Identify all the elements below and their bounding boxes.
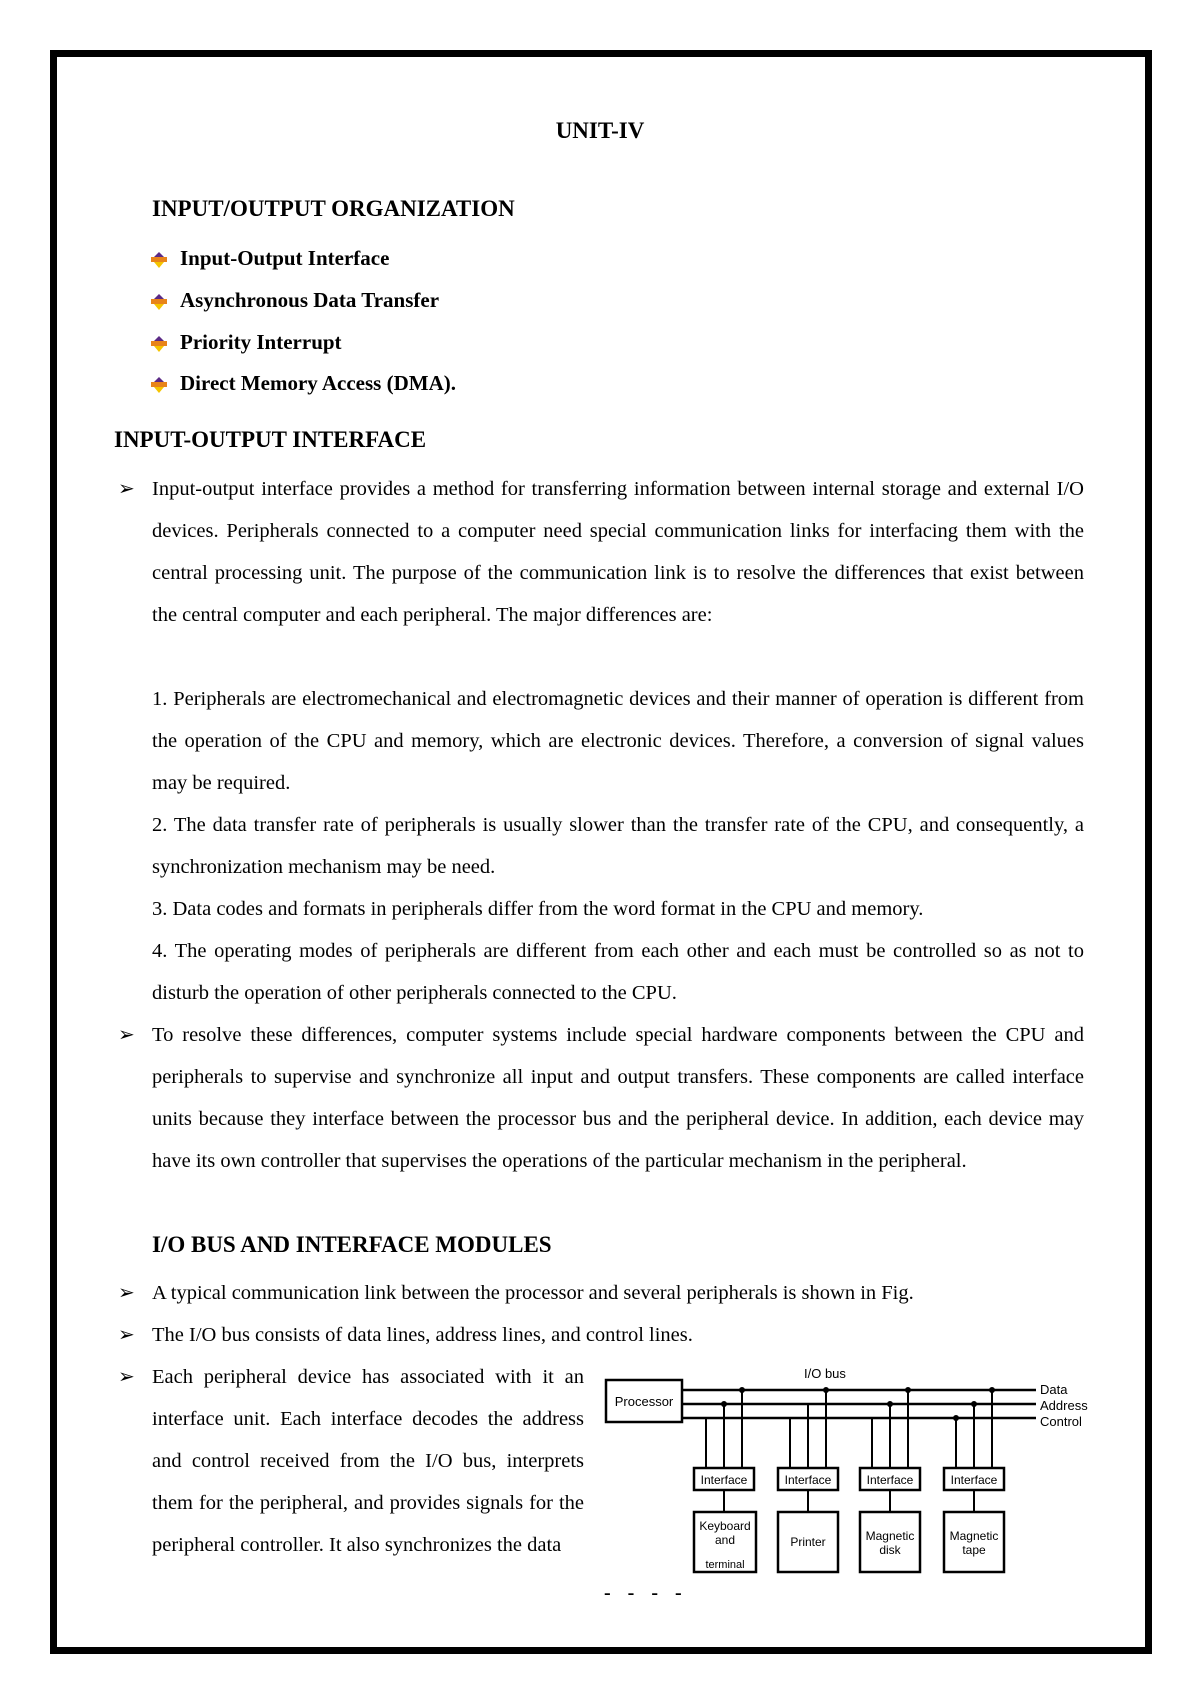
device-magnetic-tape	[944, 1512, 1004, 1572]
interface-label: Interface	[866, 1473, 914, 1487]
interface-box	[694, 1468, 754, 1490]
continuation-mark: - - - -	[604, 1582, 688, 1604]
interface-box	[778, 1468, 838, 1490]
numbered-point: 2. The data transfer rate of peripherals is usually slower than the transfer rate of the CPU, and consequently, a synchronization mechanism may be need.	[152, 814, 1084, 878]
device-label: Printer	[790, 1535, 826, 1549]
device-printer	[778, 1512, 838, 1572]
interface-label: Interface	[950, 1473, 998, 1487]
bullet-arrow-icon: ➢	[118, 1024, 135, 1046]
arrow-bullet-icon	[150, 250, 168, 268]
device-label: disk	[879, 1543, 901, 1557]
topic-label: Priority Interrupt	[180, 330, 342, 354]
interface-label: Interface	[784, 1473, 832, 1487]
line-label: Control	[1040, 1414, 1082, 1429]
bus-taps	[706, 1390, 992, 1468]
paragraph: Input-output interface provides a method for transferring information between internal storage and external I/O devices. Peripherals connected to a computer need special communication links for interfacing them with the central processing unit. The purpose of the communication link is to resolve the differences that exist between the central computer and each peripheral. The major differences are:	[152, 478, 1084, 626]
device-label: Magnetic	[865, 1529, 915, 1543]
paragraph: To resolve these differences, computer systems include special hardware components between the CPU and peripherals to supervise and synchronize all input and output transfers. These components are called interface units because they interface between the processor bus and the peripheral device. In addition, each device may have its own controller that supervises the operations of the particular mechanism in the peripheral.	[152, 1024, 1084, 1172]
topic-item	[150, 246, 389, 271]
bullet-arrow-icon: ➢	[118, 1282, 135, 1304]
arrow-bullet-icon	[150, 292, 168, 310]
device-label: terminal	[705, 1559, 745, 1571]
paragraph: A typical communication link between the processor and several peripherals is shown in Fig.	[152, 1282, 914, 1304]
bullet-arrow-icon: ➢	[118, 1324, 135, 1346]
paragraph: Each peripheral device has associated with it an interface unit. Each interface decodes the address and control received from the I/O bus, interprets them for the peripheral, and provides signals for the peripheral controller. It also synchronizes the data	[152, 1366, 584, 1556]
device-magnetic-disk	[860, 1512, 920, 1572]
line-label: Address	[1040, 1398, 1088, 1413]
interface-box	[860, 1468, 920, 1490]
topic-item	[150, 330, 342, 355]
device-label: Keyboard	[699, 1519, 751, 1533]
topic-label: Asynchronous Data Transfer	[180, 288, 440, 312]
io-bus-diagram	[604, 1364, 1100, 1596]
bus-label: I/O bus	[804, 1366, 846, 1381]
line-label: Data	[1040, 1382, 1068, 1397]
topic-label: Direct Memory Access (DMA).	[180, 371, 456, 395]
interface-box	[944, 1468, 1004, 1490]
paragraph: The I/O bus consists of data lines, address lines, and control lines.	[152, 1324, 693, 1346]
processor-label: Processor	[614, 1394, 674, 1409]
bullet-arrow-icon: ➢	[118, 1366, 135, 1388]
device-links	[724, 1490, 974, 1512]
section-heading-io-bus: I/O BUS AND INTERFACE MODULES	[152, 1232, 552, 1257]
device-keyboard-terminal	[694, 1512, 756, 1572]
device-label: Magnetic	[949, 1529, 999, 1543]
section-heading-io-interface: INPUT-OUTPUT INTERFACE	[114, 427, 427, 452]
topic-item	[150, 371, 456, 396]
device-label: tape	[962, 1543, 986, 1557]
arrow-bullet-icon	[150, 334, 168, 352]
numbered-point: 4. The operating modes of peripherals are different from each other and each must be controlled so as not to disturb the operation of other peripherals connected to the CPU.	[152, 940, 1084, 1004]
section-heading: INPUT/OUTPUT ORGANIZATION	[152, 196, 515, 221]
interface-label: Interface	[700, 1473, 748, 1487]
arrow-bullet-icon	[150, 375, 168, 393]
device-label: and	[714, 1533, 736, 1547]
numbered-point: 3. Data codes and formats in peripherals differ from the word format in the CPU and memory.	[152, 898, 924, 920]
topic-item	[150, 288, 439, 313]
numbered-point: 1. Peripherals are electromechanical and electromagnetic devices and their manner of operation is different from the operation of the CPU and memory, which are electronic devices. Therefore, a conversion of signal values may be required.	[152, 688, 1084, 794]
topic-label: Input-Output Interface	[180, 246, 390, 270]
bullet-arrow-icon: ➢	[118, 478, 135, 500]
unit-title: UNIT-IV	[555, 118, 645, 143]
